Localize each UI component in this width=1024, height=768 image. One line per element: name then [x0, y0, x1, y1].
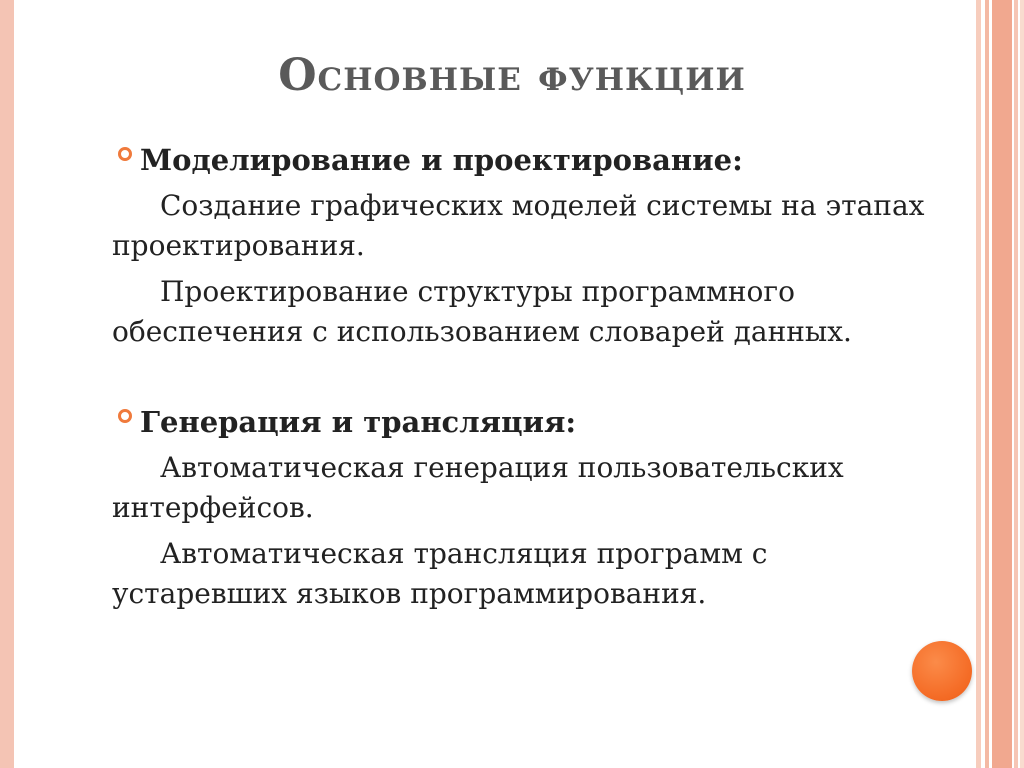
stripe: [1014, 0, 1018, 768]
circle-bullet-icon: [118, 147, 132, 161]
right-decorative-stripes: [976, 0, 1024, 768]
section-modeling: [112, 140, 942, 352]
bullet-heading: [108, 402, 942, 442]
left-decorative-stripe: [0, 0, 14, 768]
paragraph: Автоматическая генерация пользовательских интерфейсов.: [112, 451, 844, 524]
section-generation: [112, 402, 942, 614]
circle-bullet-icon: [118, 409, 132, 423]
slide-title: Основные функции: [278, 50, 746, 101]
orange-circle-icon: [912, 641, 972, 701]
bullet-heading-text: Моделирование и проектирование:: [140, 143, 743, 177]
paragraph: Автоматическая трансляция программ с устаревших языков программирования.: [112, 537, 768, 610]
stripe: [992, 0, 1012, 768]
bullet-heading-text: Генерация и трансляция:: [140, 405, 577, 439]
stripe: [985, 0, 989, 768]
paragraph: Проектирование структуры программного обеспечения с использованием словарей данных.: [112, 275, 852, 348]
stripe: [976, 0, 981, 768]
bullet-heading: [108, 140, 942, 180]
stripe: [1020, 0, 1024, 768]
slide-content: [112, 140, 942, 614]
paragraph: Создание графических моделей системы на этапах проектирования.: [112, 189, 925, 262]
